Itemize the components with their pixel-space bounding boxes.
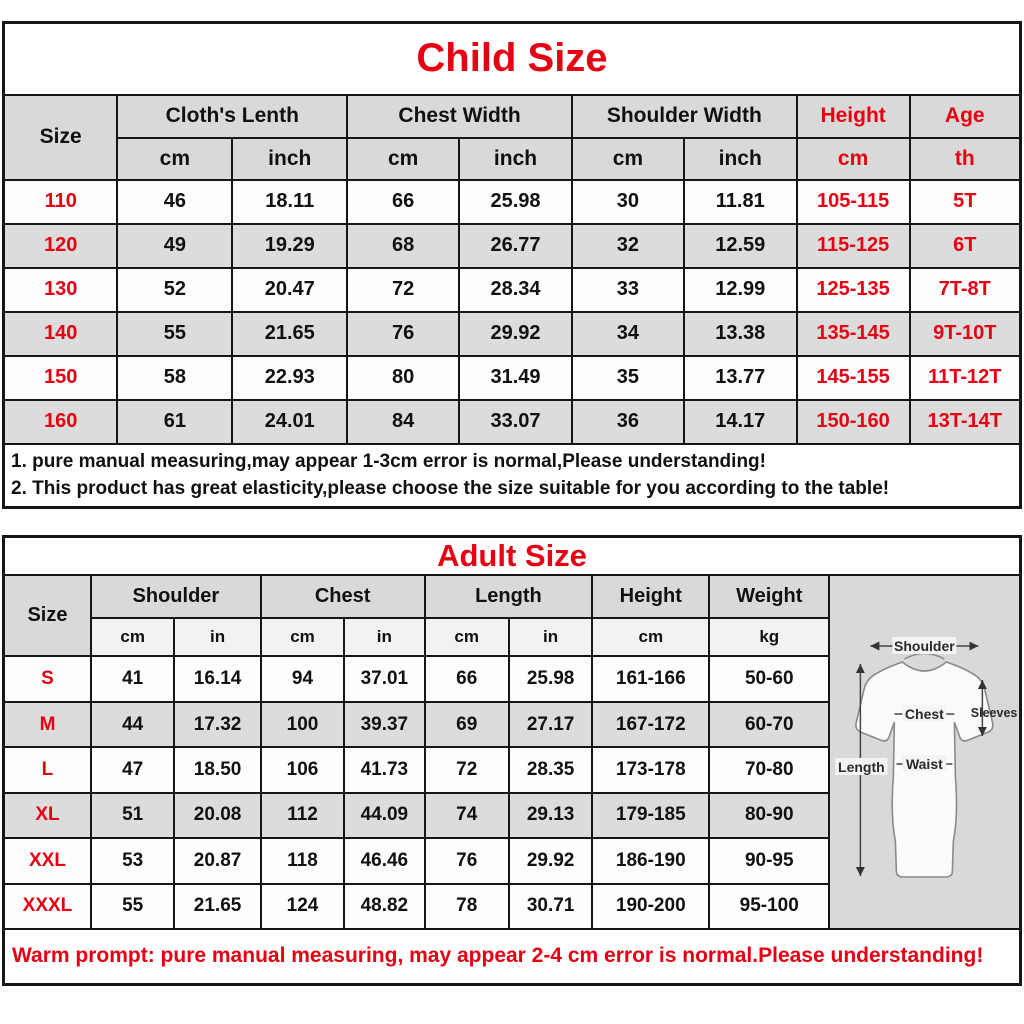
age-cell: 6T: [910, 224, 1021, 268]
subheader-cell: cm: [797, 138, 910, 180]
data-cell: 41.73: [344, 747, 424, 792]
table-row: [4, 400, 1021, 444]
adult-header-size: Size: [4, 575, 91, 656]
diagram-label-length: Length: [838, 759, 885, 775]
height-cell: 190-200: [592, 884, 709, 929]
adult-header-chest: Chest: [261, 575, 425, 618]
data-cell: 35: [572, 356, 684, 400]
data-cell: 39.37: [344, 702, 424, 747]
data-cell: 30: [572, 180, 684, 224]
data-cell: 46.46: [344, 838, 424, 883]
diagram-label-sleeves: Sleeves: [971, 706, 1018, 720]
child-title: Child Size: [4, 23, 1021, 95]
data-cell: 27.17: [509, 702, 592, 747]
height-cell: 115-125: [797, 224, 910, 268]
data-cell: 46: [117, 180, 232, 224]
data-cell: 48.82: [344, 884, 424, 929]
data-cell: 66: [347, 180, 459, 224]
data-cell: 112: [261, 793, 344, 838]
subheader-cell: th: [910, 138, 1021, 180]
tshirt-diagram-svg: [830, 576, 1019, 922]
size-cell: 150: [4, 356, 118, 400]
subheader-cell: kg: [709, 618, 829, 656]
height-cell: 145-155: [797, 356, 910, 400]
adult-header-weight: Weight: [709, 575, 829, 618]
data-cell: 18.11: [232, 180, 347, 224]
height-cell: 105-115: [797, 180, 910, 224]
note-line: 2. This product has great elasticity,please choose the size suitable for you according to the table!: [11, 477, 890, 499]
data-cell: 49: [117, 224, 232, 268]
data-cell: 78: [425, 884, 509, 929]
subheader-cell: cm: [572, 138, 684, 180]
subheader-cell: inch: [232, 138, 347, 180]
height-cell: 186-190: [592, 838, 709, 883]
size-cell: 140: [4, 312, 118, 356]
weight-cell: 90-95: [709, 838, 829, 883]
subheader-cell: inch: [684, 138, 797, 180]
size-cell: 120: [4, 224, 118, 268]
height-cell: 173-178: [592, 747, 709, 792]
adult-header-length: Length: [425, 575, 593, 618]
child-header-row: [4, 95, 1021, 138]
data-cell: 94: [261, 656, 344, 701]
child-notes-row: [4, 444, 1021, 508]
data-cell: 30.71: [509, 884, 592, 929]
child-header-size: Size: [4, 95, 118, 180]
data-cell: 12.59: [684, 224, 797, 268]
note-line: 1. pure manual measuring,may appear 1-3cm error is normal,Please understanding!: [11, 450, 766, 472]
subheader-cell: in: [344, 618, 424, 656]
diagram-label-waist: Waist: [906, 756, 944, 772]
data-cell: 13.77: [684, 356, 797, 400]
data-cell: 28.35: [509, 747, 592, 792]
subheader-cell: cm: [347, 138, 459, 180]
data-cell: 29.13: [509, 793, 592, 838]
subheader-cell: cm: [425, 618, 509, 656]
adult-title-row: [4, 536, 1021, 575]
data-cell: 55: [91, 884, 174, 929]
table-row: [4, 180, 1021, 224]
age-cell: 5T: [910, 180, 1021, 224]
data-cell: 37.01: [344, 656, 424, 701]
data-cell: 58: [117, 356, 232, 400]
height-cell: 135-145: [797, 312, 910, 356]
data-cell: 14.17: [684, 400, 797, 444]
data-cell: 32: [572, 224, 684, 268]
subheader-cell: cm: [117, 138, 232, 180]
table-row: [4, 268, 1021, 312]
child-header-age: Age: [910, 95, 1021, 138]
table-row: [4, 312, 1021, 356]
height-cell: 150-160: [797, 400, 910, 444]
data-cell: 21.65: [232, 312, 347, 356]
data-cell: 55: [117, 312, 232, 356]
size-cell: L: [4, 747, 91, 792]
size-cell: XXXL: [4, 884, 91, 929]
data-cell: 76: [425, 838, 509, 883]
child-size-table: [2, 21, 1022, 509]
data-cell: 21.65: [174, 884, 260, 929]
height-cell: 125-135: [797, 268, 910, 312]
child-title-row: [4, 23, 1021, 95]
data-cell: 66: [425, 656, 509, 701]
age-cell: 13T-14T: [910, 400, 1021, 444]
data-cell: 12.99: [684, 268, 797, 312]
warm-prompt: Warm prompt: pure manual measuring, may appear 2-4 cm error is normal.Please understanding!: [4, 929, 1021, 984]
data-cell: 106: [261, 747, 344, 792]
data-cell: 124: [261, 884, 344, 929]
adult-header-shoulder: Shoulder: [91, 575, 261, 618]
data-cell: 25.98: [459, 180, 572, 224]
data-cell: 22.93: [232, 356, 347, 400]
child-header-height: Height: [797, 95, 910, 138]
size-cell: S: [4, 656, 91, 701]
data-cell: 80: [347, 356, 459, 400]
data-cell: 24.01: [232, 400, 347, 444]
size-cell: 130: [4, 268, 118, 312]
tshirt-measurement-diagram: [829, 575, 1020, 929]
data-cell: 33.07: [459, 400, 572, 444]
data-cell: 20.08: [174, 793, 260, 838]
size-cell: XXL: [4, 838, 91, 883]
table-row: [4, 356, 1021, 400]
diagram-label-chest: Chest: [905, 706, 945, 722]
age-cell: 11T-12T: [910, 356, 1021, 400]
adult-size-table: [2, 535, 1022, 986]
subheader-cell: cm: [592, 618, 709, 656]
adult-header-height: Height: [592, 575, 709, 618]
weight-cell: 60-70: [709, 702, 829, 747]
data-cell: 118: [261, 838, 344, 883]
data-cell: 25.98: [509, 656, 592, 701]
data-cell: 26.77: [459, 224, 572, 268]
data-cell: 84: [347, 400, 459, 444]
tshirt-collar: [905, 654, 945, 660]
child-header-shoulder-width: Shoulder Width: [572, 95, 797, 138]
data-cell: 20.47: [232, 268, 347, 312]
data-cell: 53: [91, 838, 174, 883]
data-cell: 41: [91, 656, 174, 701]
size-cell: M: [4, 702, 91, 747]
size-cell: XL: [4, 793, 91, 838]
weight-cell: 80-90: [709, 793, 829, 838]
data-cell: 18.50: [174, 747, 260, 792]
data-cell: 13.38: [684, 312, 797, 356]
child-header-chest-width: Chest Width: [347, 95, 572, 138]
subheader-cell: cm: [261, 618, 344, 656]
data-cell: 29.92: [459, 312, 572, 356]
data-cell: 72: [425, 747, 509, 792]
height-cell: 167-172: [592, 702, 709, 747]
size-cell: 110: [4, 180, 118, 224]
data-cell: 34: [572, 312, 684, 356]
age-cell: 7T-8T: [910, 268, 1021, 312]
data-cell: 28.34: [459, 268, 572, 312]
data-cell: 76: [347, 312, 459, 356]
adult-title: Adult Size: [4, 536, 1021, 575]
data-cell: 44.09: [344, 793, 424, 838]
data-cell: 51: [91, 793, 174, 838]
age-cell: 9T-10T: [910, 312, 1021, 356]
data-cell: 74: [425, 793, 509, 838]
data-cell: 16.14: [174, 656, 260, 701]
data-cell: 61: [117, 400, 232, 444]
weight-cell: 70-80: [709, 747, 829, 792]
subheader-cell: in: [509, 618, 592, 656]
diagram-label-shoulder: Shoulder: [894, 638, 955, 654]
data-cell: 100: [261, 702, 344, 747]
data-cell: 17.32: [174, 702, 260, 747]
data-cell: 36: [572, 400, 684, 444]
data-cell: 29.92: [509, 838, 592, 883]
data-cell: 44: [91, 702, 174, 747]
subheader-cell: inch: [459, 138, 572, 180]
data-cell: 68: [347, 224, 459, 268]
weight-cell: 50-60: [709, 656, 829, 701]
data-cell: 11.81: [684, 180, 797, 224]
table-row: [4, 224, 1021, 268]
height-cell: 179-185: [592, 793, 709, 838]
data-cell: 72: [347, 268, 459, 312]
warm-prompt-row: [4, 929, 1021, 984]
subheader-cell: cm: [91, 618, 174, 656]
child-subheader-row: [4, 138, 1021, 180]
data-cell: 19.29: [232, 224, 347, 268]
subheader-cell: in: [174, 618, 260, 656]
data-cell: 20.87: [174, 838, 260, 883]
adult-header-row: [4, 575, 1021, 618]
size-cell: 160: [4, 400, 118, 444]
data-cell: 69: [425, 702, 509, 747]
height-cell: 161-166: [592, 656, 709, 701]
child-header-cloths-lenth: Cloth's Lenth: [117, 95, 347, 138]
data-cell: 33: [572, 268, 684, 312]
data-cell: 52: [117, 268, 232, 312]
weight-cell: 95-100: [709, 884, 829, 929]
data-cell: 47: [91, 747, 174, 792]
child-notes: [4, 444, 1021, 508]
data-cell: 31.49: [459, 356, 572, 400]
